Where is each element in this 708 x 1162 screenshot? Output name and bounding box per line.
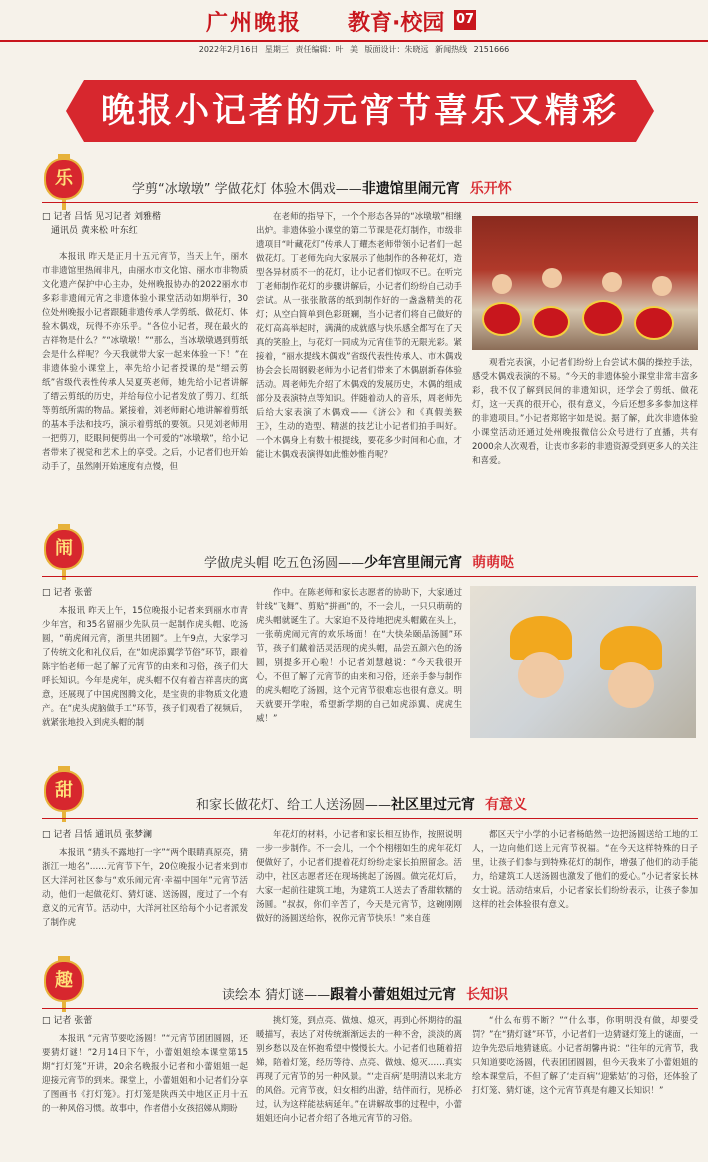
headline-tag: 乐开怀 [469, 181, 512, 197]
article-column [472, 828, 698, 952]
section-name: 教育·校园 [348, 11, 445, 36]
article-text: 本报讯 昨天是正月十五元宵节，当天上午，丽水市非遗馆里热闹非凡，由丽水市文化馆、丽水市非物质文化遗产保护中心主办，处州晚报协办的2022丽水市多彩非遗闹元宵之非遗体验小课堂活动如期举行，30位处州晚报小记者跟随非遗传承人学剪纸、做花灯、体验木偶戏，玩得不亦乐乎。“各位小记者，现在最火的吉祥物是什么？”“冰墩墩！”“那么，当冰墩墩遇到剪纸会是什么样呢？今天我就带大家一起来体验一下！”在非遗体验小课堂上，率先给小记者授课的是“缙云剪纸”省级代表性传承人吴夏英老师，她先给小记者讲解了缙云剪纸的历史，并给每位小记者发放了剪刀、红纸等剪纸所需的物品。紧接着，刘老师耐心地讲解着剪纸的基本手法和技巧，演示着剪纸的要领。只见刘老师用一把剪刀，眨眼间便剪出一个可爱的“冰墩墩”，给小记者带来了视觉和艺术上的享受。之后，小记者们也开始动手了，虽然刚开始速度有点慢，但 [42, 252, 248, 472]
headline-main: 跟着小蕾姐姐过元宵 [330, 987, 457, 1003]
headline-main: 非遗馆里闹元宵 [361, 181, 460, 197]
article-headline [132, 178, 512, 198]
article-text: “什么布剪不断？”“什么事，你明明没有做，却要受罚？”在“猜灯谜”环节，小记者们一边猜谜灯笼上的谜面，一边争先恐后地猜谜底。小记者胡馨冉说：“往年的元宵节，我只知道要吃汤圆，代表团团圆圆，但今天我来了小蕾姐姐的绘本课堂后，不但了解了‘走百病’‘迎紫姑’的习俗，还体验了打灯笼、猜灯谜，这个元宵节真是有趣又长知识！” [472, 1016, 698, 1096]
article-text: 都区天宁小学的小记者杨皓然一边把汤圆送给工地的工人，一边向他们送上元宵节祝福。“在今天这样特殊的日子里，让孩子们参与到特殊花灯的制作，增强了他们的动手能力，给建筑工人送汤圆也激发了他们的爱心。”小记者家长林女士说。活动结束后，小记者家长们纷纷表示，让孩子参加这样的社会体验很有意义。 [472, 830, 698, 910]
article-column [42, 846, 248, 952]
lantern-craft [532, 306, 570, 338]
masthead [0, 0, 708, 42]
child-figure [492, 274, 512, 294]
newspaper-logo: 广州晚报 [206, 10, 303, 36]
page-title: 晚报小记者的元宵节喜乐又精彩 [84, 80, 636, 142]
lantern-icon: 甜 [44, 770, 84, 812]
article-column [256, 1014, 462, 1156]
article-headline [196, 794, 527, 814]
headline-main: 少年宫里闹元宵 [364, 555, 463, 571]
article-text: 观看完表演，小记者们纷纷上台尝试木偶的操控手法，感受木偶戏表演的不易。“今天的非遗体验小课堂非常丰富多彩，我不仅了解到民间的非遗知识，还学会了剪纸、做花灯，这一天真的很开心，很有意义，今后还想多多参加这样的非遗项目。”小记者郑铭宇如是说。据了解，此次非遗体验小课堂活动还通过处州晚报微信公众号进行了直播，共有2000余人次观看，让丧市多彩的非遗资源受到更多人的关注和喜爱。 [472, 358, 698, 466]
article-headline [222, 984, 508, 1004]
headline-lead: 和家长做花灯、给工人送汤圆—— [196, 798, 392, 813]
article-column [42, 604, 248, 752]
child-figure [652, 276, 672, 296]
byline: □ 记者 张蕾 [42, 588, 93, 598]
divider [42, 1008, 698, 1009]
lantern-craft [634, 306, 674, 340]
headline-lead: 学做虎头帽 吃五色汤圆—— [204, 556, 365, 571]
headline-lead: 读绘本 猜灯谜—— [222, 988, 331, 1003]
lantern-craft [482, 302, 522, 336]
headline-tag: 长知识 [466, 987, 509, 1003]
headline-main: 社区里过元宵 [391, 797, 476, 813]
lantern-icon: 乐 [44, 158, 84, 200]
photo-lantern-class [472, 216, 698, 350]
child-figure [518, 652, 564, 698]
byline: □ 记者 张蕾 [42, 1016, 93, 1026]
article-text: 本报讯 “元宵节要吃汤圆！”“元宵节团团圆圆，还要猜灯谜！”2月14日下午，小蕾姐姐绘本课堂第15期“打灯笼”开讲，20余名晚报小记者和小蕾姐姐一起迎接元宵节的到来。课堂上，小蕾姐姐和小记者们分享了图画书《打灯笼》。打灯笼是陕西关中地区正月十五的一种风俗习惯。故事中，作者借小女孩招娣从期盼 [42, 1034, 248, 1114]
article-column [42, 1032, 248, 1156]
article-text: 挑灯笼，到点亮、做烛、熄灭，再到心怀期待的温暖描写，表达了对传统渐渐远去的一种不舍，淡淡的离别乡愁以及在怀抱希望中慢慢长大。小记者们也随着招娣，陪着灯笼，经历等待、点亮、做烛、熄灭……真实再现了元宵节的另一种风景。“‘走百病’是明清以来北方的风俗。元宵节夜，妇女相约出游，结伴而行，见桥必过，认为这样能祛病延年。”在讲解故事的过程中，小蕾姐姐还向小记者介绍了各地元宵节的习俗。 [256, 1016, 462, 1124]
divider [42, 576, 698, 577]
child-figure [608, 662, 654, 708]
article-headline [204, 552, 514, 572]
article-text: 本报讯 昨天上午，15位晚报小记者来到丽水市青少年宫，和35名留丽少先队员一起制作虎头帽、吃汤圆，“萌虎闹元宵，浙里共团圆”。上午9点，大家学习了传统文化和礼仪后，在“如虎添翼学节俗”环节，跟着陈宇怡老师一起了解了元宵节的由来和习俗，孩子们大呼长知识。今年是虎年，虎头帽不仅有着吉祥喜庆的寓意，还展现了中国虎图腾文化，是宝贵的非物质文化遗产。在“虎头虎脑做手工”环节，孩子们观看了视频后，就紧张地投入到虎头帽的制 [42, 606, 248, 728]
article-column [472, 356, 698, 512]
child-figure [542, 268, 562, 288]
lantern-icon: 趣 [44, 960, 84, 1002]
byline: □ 记者 吕恬 见习记者 刘雅楷 通讯员 黄来松 叶东红 [42, 212, 161, 236]
divider [42, 818, 698, 819]
lantern-craft [582, 300, 624, 336]
headline-tag: 有意义 [485, 797, 528, 813]
article-text: 在老师的指导下，一个个形态各异的“冰墩墩”相继出炉。非遗体验小课堂的第二节课是花灯制作，市级非遗项目“叶藏花灯”传承人丁耀杰老师带领小记者们一起做花灯。丁老师先向大家展示了他制作的各种花灯，造型各异材质不一的花灯，让小记者们惊叹不已。在听完丁老师制作花灯的步骤讲解后，小记者们纷纷自己动手尝试。从一张张散落的纸到制作好的一盏盏精美的花灯；从空白简单到色彩斑斓，当小记者们将自己做好的花灯高高举起时，满满的成就感与快乐感全都写在了天真的笑脸上，与花灯一同成为元宵佳节的无限光彩。紧接着，“丽水提线木偶戏”省级代表性传承人、市木偶戏协会会长周钢毅老师为小记者们带来了木偶剧新春体验活动。周老师先介绍了木偶戏的发展历史，木偶的组成部分及表演特点等知识。伴随着动人的音乐，周老师先后给大家表演了木偶戏——《济公》和《真假美猴王》，生动的造型、精湛的技艺让小记者们拍手叫好。一个木偶身上有数十根提线，要花多少时间和心血，才能让木偶戏表演得如此惟妙惟肖呢？ [256, 212, 462, 460]
headline-tag: 萌萌哒 [472, 555, 515, 571]
article-column [42, 250, 248, 512]
article-column [256, 210, 462, 512]
article-text: 本报讯 “猜头不露地打一字”“两个眼睛真原亮，猜浙江一地名”……元宵节下午，20位晚报小记者来到市区大洋河社区参与“欢乐闹元宵·幸福中国年”元宵节活动，他们一起做花灯、猜灯谜、送汤圆，度过了一个有意义的元宵节。活动中，大洋河社区给每个小记者派发了制作虎 [42, 848, 248, 928]
page-number: 07 [454, 10, 476, 30]
photo-tiger-hats [470, 586, 696, 738]
child-figure [602, 272, 622, 292]
article-column [472, 1014, 698, 1156]
article-text: 年花灯的材料，小记者和家长相互协作，按照说明一步一步制作。不一会儿，一个个栩栩如生的虎年花灯便做好了，小记者们提着花灯纷纷走家长拍照留念。活动中，社区志愿者还在现场挑起了汤圆。做完花灯后，大家一起前往建筑工地，为建筑工人送去了香甜软糯的汤圆。“叔叔，你们辛苦了，今天是元宵节，这碗刚刚做好的汤圆送给你，祝你元宵节快乐！”来自莲 [256, 830, 462, 924]
dateline: 2022年2月16日 星期三 责任编辑：叶 美 版面设计：朱晓远 新闻热线 2151666 [198, 45, 510, 54]
article-text: 作中。在陈老师和家长志愿者的协助下，大家通过针线“飞舞”、剪贴“拼画”的，不一会儿，一只只萌萌的虎头帽就诞生了。大家迫不及待地把虎头帽戴在头上，一张萌虎闹元宵的欢乐场面！在“大快朵颐品汤圆”环节，孩子们戴着活灵活现的虎头帽，品尝五颜六色的汤圆，别提多开心啦！小记者刘慧越说：“今天我很开心，不但了解了元宵节的由来和习俗，还亲手参与制作的虎头帽吃了汤圆，这个元宵节很难忘也很有意义。明天就要开学啦，希望新学期的自己如虎添翼、虎虎生威！” [256, 588, 462, 724]
article-column [256, 828, 462, 952]
divider [42, 202, 698, 203]
headline-lead: 学剪“冰墩墩” 学做花灯 体验木偶戏—— [132, 182, 362, 197]
lantern-icon: 闹 [44, 528, 84, 570]
article-column [256, 586, 462, 752]
byline: □ 记者 吕恬 通讯员 张梦澜 [42, 830, 152, 840]
